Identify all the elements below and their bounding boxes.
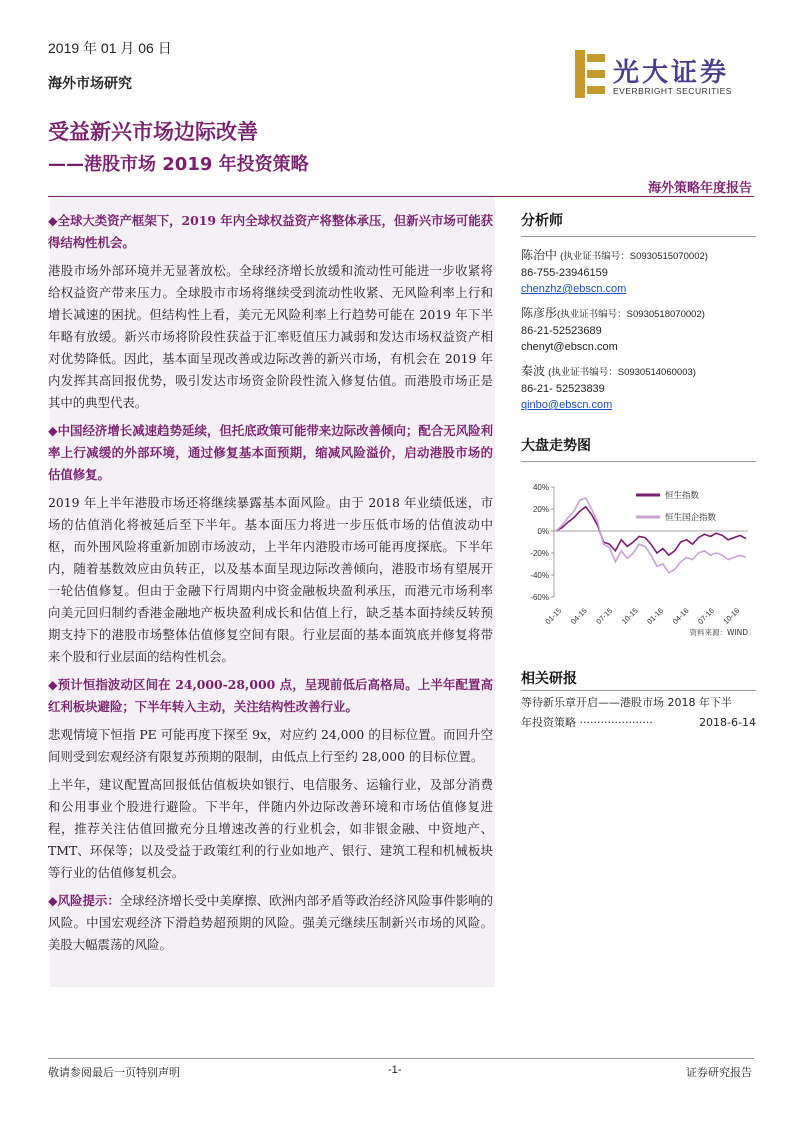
page-number: -1- [388,1064,402,1076]
x-tick-label: 01-15 [543,606,564,626]
x-tick-label: 04-16 [670,606,691,626]
analyst-phone: 86-21- 52523839 [521,383,605,395]
y-tick-label: 0% [537,527,549,536]
section-name: 海外市场研究 [48,76,132,92]
paragraph-3: 悲观情境下恒指 PE 可能再度下探至 9x，对应约 24,000 的目标位置。而回升空间则受到宏观经济有限复苏预期的限制，由低点上行至约 28,000 的目标位置。 [48,727,493,764]
y-tick-label: -60% [530,593,549,602]
analyst-license: (执业证书编号：S0930518070002) [557,309,705,320]
report-date: 2019 年 01 月 06 日 [48,40,172,56]
footer-divider [48,1058,754,1059]
chart-heading: 大盘走势图 [521,438,591,454]
y-tick-label: -40% [530,571,549,580]
related-report-title: 等待新乐章开启——港股市场 2018 年下半 [521,696,732,709]
related-report[interactable] [521,693,756,733]
x-tick-label: 01-16 [645,606,666,626]
legend-label: 恒生指数 [665,491,700,501]
y-tick-label: -20% [530,549,549,558]
chart-svg [518,477,758,642]
x-tick-label: 10-15 [619,606,640,626]
y-tick-label: 40% [532,483,549,492]
diamond-bullet-icon: ◆ [48,893,58,908]
main-content [48,210,493,962]
chart-source: 资料来源：WIND [689,628,748,637]
x-tick-label: 07-16 [696,606,716,626]
company-logo [575,50,755,105]
analyst-entry [521,247,756,297]
analyst-entry [521,305,756,355]
analyst-phone: 86-755-23946159 [521,267,608,279]
key-point-2: ◆中国经济增长减速趋势延续，但托底政策可能带来边际改善倾向；配合无风险利率上行减缓的外部环境，通过修复基本面预期，缩减风险溢价，启动港股市场的估值修复。 [48,423,494,482]
analyst-license: (执业证书编号：S0930515070002) [560,251,708,262]
logo-chinese-name: 光大证券 [613,58,730,88]
report-subtitle: ——港股市场 2019 年投资策略 [48,154,309,175]
analyst-email: chenyt@ebscn.com [521,341,618,353]
analyst-divider [521,236,756,237]
analyst-panel [521,210,756,472]
header-divider [48,196,754,197]
paragraph-2: 2019 年上半年港股市场还将继续暴露基本面风险。由于 2018 年业绩低迷，市场的估值消化将被延后至下半年。基本面压力将进一步压低市场的估值波动中枢，而外围风险将重新加剧市场波动，上半年内港股市场可能再度探底。下半年内，随着基数效应由负转正，以及基本面呈现边际改善倾向，港股市场有望展开一轮估值修复。但由于金融下行周期内中资金融板块盈利承压，而港元市场利率向美元回归制约香港金融地产板块盈利成长和估值上行，缺乏基本面持续反转预期支持下的港股市场整体估值修复空间有限。行业层面的基本面筑底并修复将带来个股和行业层面的结构性机会。 [48,495,493,664]
footer-disclaimer: 敬请参阅最后一页特别声明 [48,1066,180,1079]
analyst-name: 秦波 [521,364,546,378]
logo-mark-icon [575,50,607,98]
diamond-bullet-icon: ◆ [48,677,58,692]
risk-warning: ◆风险提示：全球经济增长受中美摩擦、欧洲内部矛盾等政治经济风险事件影响的风险。中国宏观经济下滑趋势超预期的风险。强美元继续压制新兴市场的风险。美股大幅震荡的风险。 [48,893,494,952]
analyst-phone: 86-21-52523689 [521,325,602,337]
analyst-name: 陈彦彤 [521,306,558,320]
analyst-license: (执业证书编号：S0930514060003) [548,367,696,378]
key-point-3: ◆预计恒指波动区间在 24,000-28,000 点，呈现前低后高格局。上半年配置高红利板块避险；下半年转入主动，关注结构性改善行业。 [48,677,493,714]
diamond-bullet-icon: ◆ [48,213,58,228]
analyst-name: 陈治中 [521,248,558,262]
y-tick-label: 20% [532,505,549,514]
legend-label: 恒生国企指数 [665,513,717,523]
x-tick-label: 10-16 [721,606,742,626]
analyst-email-link[interactable]: qinbo@ebscn.com [521,399,613,411]
series-line-1 [556,498,746,573]
report-title: 受益新兴市场边际改善 [48,120,258,144]
diamond-bullet-icon: ◆ [48,423,58,438]
logo-english-name: EVERBRIGHT SECURITIES [613,86,732,96]
chart-divider [521,461,756,462]
paragraph-4: 上半年，建议配置高回报低估值板块如银行、电信服务、运输行业，及部分消费和公用事业个股进行避险。下半年，伴随内外边际改善环境和市场估值修复进程，推荐关注估值回撤充分且增速改善的行业机会，如非银金融、中资地产、TMT、环保等；以及受益于政策红利的行业如地产、银行、建筑工程和机械板块等行业的估值修复机会。 [48,777,493,880]
report-type: 海外策略年度报告 [647,181,752,196]
footer-report-label: 证券研究报告 [686,1066,752,1079]
related-report-date: 2018-6-14 [699,716,756,729]
analyst-entry [521,363,756,413]
related-heading: 相关研报 [521,671,577,687]
market-trend-chart [518,477,758,642]
key-point-1: ◆全球大类资产框架下，2019 年内全球权益资产将整体承压，但新兴市场可能获得结构性机会。 [48,213,493,250]
related-divider [521,690,756,691]
related-report-title-cont: 年投资策略 ····················· [521,716,653,729]
paragraph-1: 港股市场外部环境并无显著放松。全球经济增长放缓和流动性可能进一步收紧将给权益资产带来压力。全球股市市场将继续受到流动性收紧、无风险利率上行和增长减速的困扰。但结构性上看，美元无风险利率上行趋势可能在 2019 年下半年略有放缓。新兴市场将阶段性获益于汇率贬值压力减弱和发达市场权益资产相对优势降低。因此，基本面呈现改善或边际改善的新兴市场，有机会在 2019 年内发挥其高回报优势，吸引发达市场资金阶段性流入修复估值。而港股市场正是其中的典型代表。 [48,263,493,410]
x-tick-label: 04-15 [568,606,589,626]
analyst-heading: 分析师 [521,213,563,229]
analyst-email-link[interactable]: chenzhz@ebscn.com [521,283,627,295]
x-tick-label: 07-15 [594,606,615,626]
